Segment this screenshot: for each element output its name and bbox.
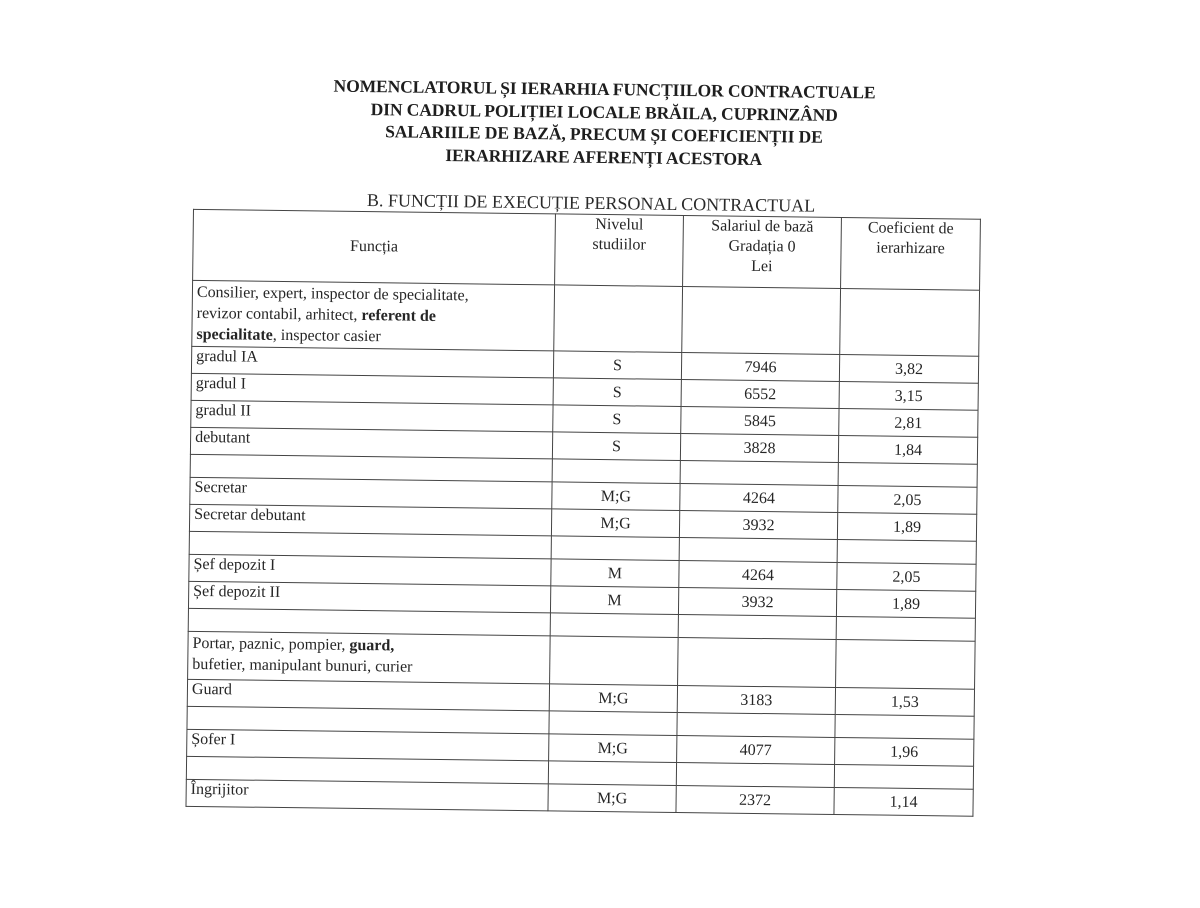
cell-coeficient: 2,81 xyxy=(839,409,978,438)
empty-cell xyxy=(679,538,837,563)
empty-cell xyxy=(836,639,976,689)
cell-salariu: 3183 xyxy=(677,685,835,714)
group1-line2: revizor contabil, arhitect, xyxy=(196,304,362,324)
empty-cell xyxy=(548,761,676,786)
cell-coeficient: 2,05 xyxy=(838,485,977,514)
table-header-row xyxy=(193,209,981,290)
cell-nivel: S xyxy=(553,378,681,407)
empty-cell xyxy=(550,636,679,686)
group-row-specialitate xyxy=(192,280,980,356)
header-coef-line-2: ierarhizare xyxy=(876,239,945,258)
cell-salariu: 4264 xyxy=(680,484,838,513)
group1-line3: , inspector casier xyxy=(272,326,381,346)
document-title xyxy=(294,74,915,172)
cell-coeficient: 1,53 xyxy=(835,687,974,716)
empty-cell xyxy=(549,711,677,736)
cell-functia: gradul IA xyxy=(191,346,553,378)
cell-nivel: M;G xyxy=(549,734,677,763)
cell-functia: Șofer I xyxy=(187,729,549,761)
cell-coeficient: 1,89 xyxy=(837,512,976,541)
cell-salariu: 3828 xyxy=(680,434,838,463)
empty-cell xyxy=(552,459,680,484)
header-coef-line-1: Coeficient de xyxy=(867,219,954,238)
empty-cell xyxy=(838,462,977,487)
title-line-3: SALARIILE DE BAZĂ, PRECUM ȘI COEFICIENȚII DE xyxy=(385,121,823,147)
cell-nivel: M;G xyxy=(549,684,677,713)
empty-cell xyxy=(678,637,837,687)
cell-salariu: 7946 xyxy=(681,353,839,382)
cell-nivel: S xyxy=(553,405,681,434)
section-title: B. FUNCȚII DE EXECUȚIE PERSONAL CONTRACTUAL xyxy=(366,190,816,216)
header-coeficient xyxy=(841,218,981,291)
header-salariu-line-1: Salariul de bază xyxy=(711,217,814,236)
header-nivel-line-2: studiilor xyxy=(592,235,646,254)
cell-functia: Secretar xyxy=(190,477,552,509)
cell-nivel: M xyxy=(551,559,679,588)
cell-functia: Secretar debutant xyxy=(189,504,551,536)
group-label-specialitate xyxy=(192,280,555,351)
cell-nivel: M;G xyxy=(551,509,679,538)
cell-functia: debutant xyxy=(190,427,552,459)
empty-cell xyxy=(834,764,973,789)
header-nivel-studiilor xyxy=(555,214,684,287)
group1-line3-bold: specialitate xyxy=(196,325,273,344)
title-line-2: DIN CADRUL POLIȚIEI LOCALE BRĂILA, CUPRINZÂND xyxy=(370,98,838,125)
header-salariu-line-3: Lei xyxy=(751,257,773,276)
group2-line1: Portar, paznic, pompier, xyxy=(192,634,350,654)
cell-functia: Șef depozit I xyxy=(189,554,551,586)
empty-cell xyxy=(682,287,841,355)
cell-nivel: M;G xyxy=(548,784,676,813)
cell-nivel: M xyxy=(550,586,678,615)
header-functia: Funcția xyxy=(193,209,556,285)
cell-salariu: 4264 xyxy=(679,561,837,590)
empty-cell xyxy=(677,712,835,737)
cell-salariu: 3932 xyxy=(679,511,837,540)
empty-cell xyxy=(840,289,980,357)
cell-coeficient: 1,84 xyxy=(838,435,977,464)
empty-cell xyxy=(836,616,975,641)
header-salariu-baza xyxy=(683,216,842,289)
cell-functia: Guard xyxy=(187,679,549,711)
salary-table xyxy=(185,209,980,817)
header-salariu-line-2: Gradația 0 xyxy=(728,237,796,256)
cell-functia: gradul I xyxy=(191,373,553,405)
group1-line1: Consilier, expert, inspector de specialitate, xyxy=(196,283,469,305)
group1-line2-bold: referent de xyxy=(361,306,437,325)
cell-nivel: S xyxy=(553,351,681,380)
empty-cell xyxy=(554,285,683,353)
cell-salariu: 6552 xyxy=(681,380,839,409)
cell-salariu: 2372 xyxy=(676,785,834,814)
cell-nivel: S xyxy=(552,432,680,461)
cell-coeficient: 1,14 xyxy=(834,787,973,816)
cell-coeficient: 1,89 xyxy=(836,589,975,618)
cell-coeficient: 1,96 xyxy=(835,737,974,766)
empty-cell xyxy=(676,762,834,787)
cell-salariu: 4077 xyxy=(677,735,835,764)
empty-cell xyxy=(550,613,678,638)
cell-functia: gradul II xyxy=(191,400,553,432)
empty-cell xyxy=(835,714,974,739)
cell-nivel: M;G xyxy=(552,482,680,511)
cell-functia: Îngrijitor xyxy=(186,779,548,811)
empty-cell xyxy=(837,539,976,564)
cell-salariu: 3932 xyxy=(678,588,836,617)
cell-functia: Șef depozit II xyxy=(188,581,550,613)
cell-coeficient: 2,05 xyxy=(837,562,976,591)
header-nivel-line-1: Nivelul xyxy=(595,215,644,234)
group2-line1-bold: guard, xyxy=(349,636,395,655)
cell-coeficient: 3,82 xyxy=(839,355,978,384)
empty-cell xyxy=(551,536,679,561)
empty-cell xyxy=(680,461,838,486)
title-line-1: NOMENCLATORUL ȘI IERARHIA FUNCȚIILOR CONTRACTUALE xyxy=(333,75,876,103)
group-label-portar xyxy=(188,631,551,684)
empty-cell xyxy=(678,614,836,639)
cell-salariu: 5845 xyxy=(681,407,839,436)
group2-line2: bufetier, manipulant bunuri, curier xyxy=(192,655,413,676)
cell-coeficient: 3,15 xyxy=(839,382,978,411)
title-line-4: IERARHIZARE AFERENȚI ACESTORA xyxy=(445,144,763,169)
